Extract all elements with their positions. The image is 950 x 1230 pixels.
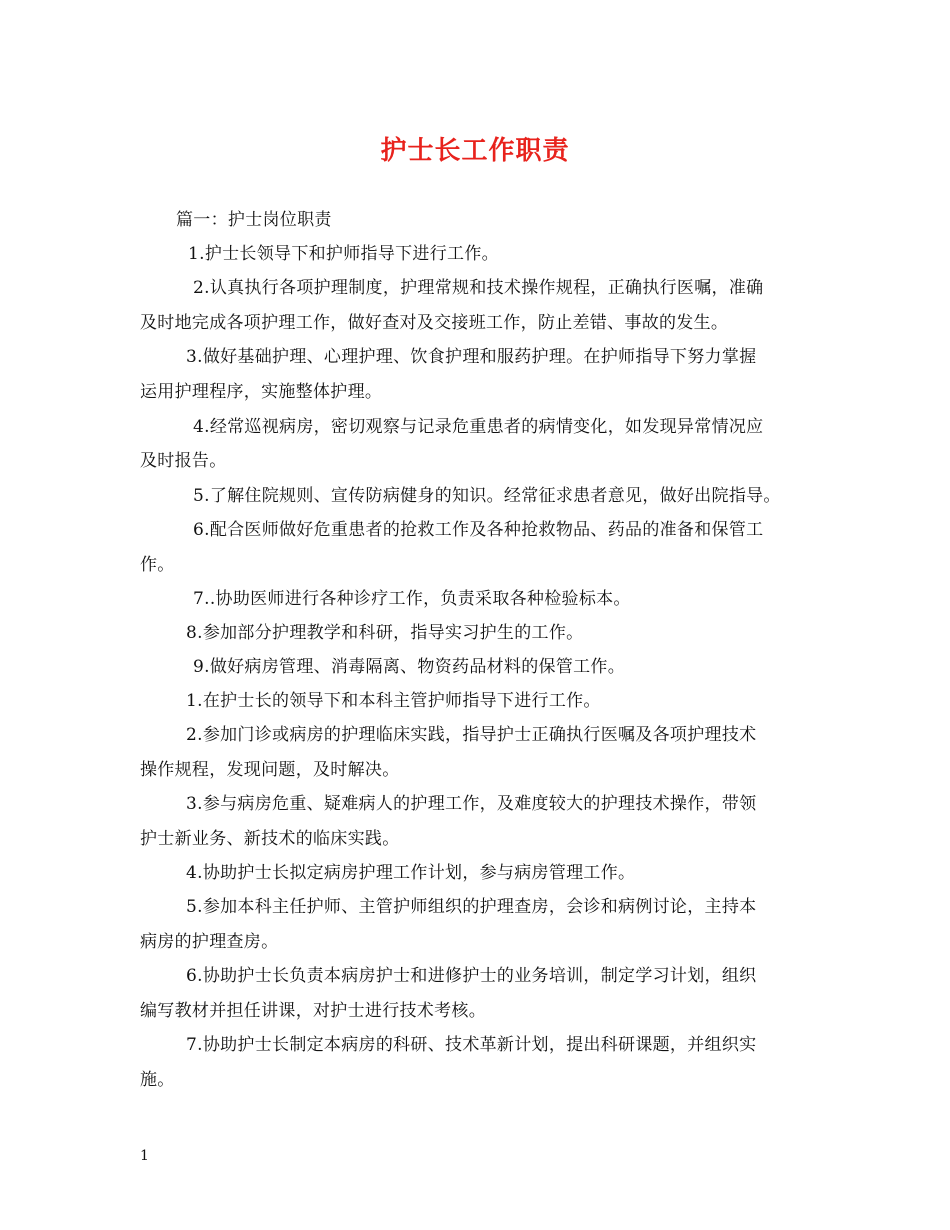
paragraph-line: 及时地完成各项护理工作，做好查对及交接班工作，防止差错、事故的发生。	[140, 313, 729, 333]
paragraph-line: 6.配合医师做好危重患者的抢救工作及各种抢救物品、药品的准备和保管工	[193, 520, 764, 540]
paragraph-line: 运用护理程序，实施整体护理。	[140, 382, 383, 402]
paragraph-line: 及时报告。	[140, 451, 227, 471]
paragraph-line: 1.护士长领导下和护师指导下进行工作。	[188, 244, 499, 264]
paragraph-line: 2.认真执行各项护理制度，护理常规和技术操作规程，正确执行医嘱，准确	[193, 278, 764, 298]
paragraph-line: 1.在护士长的领导下和本科主管护师指导下进行工作。	[186, 691, 601, 711]
paragraph-line: 7.协助护士长制定本病房的科研、技术革新计划，提出科研课题，并组织实	[186, 1035, 757, 1055]
paragraph-line: 8.参加部分护理教学和科研，指导实习护生的工作。	[186, 623, 584, 643]
paragraph-line: 6.协助护士长负责本病房护士和进修护士的业务培训，制定学习计划，组织	[186, 966, 757, 986]
page-number: 1	[140, 1148, 149, 1164]
paragraph-line: 作。	[140, 555, 175, 575]
paragraph-line: 操作规程，发现问题，及时解决。	[140, 760, 400, 780]
paragraph-line: 编写教材并担任讲课，对护士进行技术考核。	[140, 1001, 486, 1021]
paragraph-line: 3.做好基础护理、心理护理、饮食护理和服药护理。在护师指导下努力掌握	[186, 347, 757, 367]
paragraph-line: 5.了解住院规则、宣传防病健身的知识。经常征求患者意见，做好出院指导。	[193, 486, 781, 506]
paragraph-line: 4.经常巡视病房，密切观察与记录危重患者的病情变化，如发现异常情况应	[193, 417, 764, 437]
document-title: 护士长工作职责	[380, 136, 570, 166]
paragraph-line: 4.协助护士长拟定病房护理工作计划，参与病房管理工作。	[186, 863, 636, 883]
paragraph-line: 2.参加门诊或病房的护理临床实践，指导护士正确执行医嘱及各项护理技术	[186, 725, 757, 745]
paragraph-line: 病房的护理查房。	[140, 932, 279, 952]
section-heading: 篇一：护士岗位职责	[176, 210, 332, 230]
paragraph-line: 9.做好病房管理、消毒隔离、物资药品材料的保管工作。	[193, 657, 626, 677]
paragraph-line: 护士新业务、新技术的临床实践。	[140, 829, 400, 849]
paragraph-line: 施。	[140, 1070, 175, 1090]
paragraph-line: 5.参加本科主任护师、主管护师组织的护理查房，会诊和病例讨论，主持本	[186, 897, 757, 917]
paragraph-line: 3.参与病房危重、疑难病人的护理工作，及难度较大的护理技术操作，带领	[186, 794, 757, 814]
paragraph-line: 7..协助医师进行各种诊疗工作，负责采取各种检验标本。	[193, 589, 631, 609]
